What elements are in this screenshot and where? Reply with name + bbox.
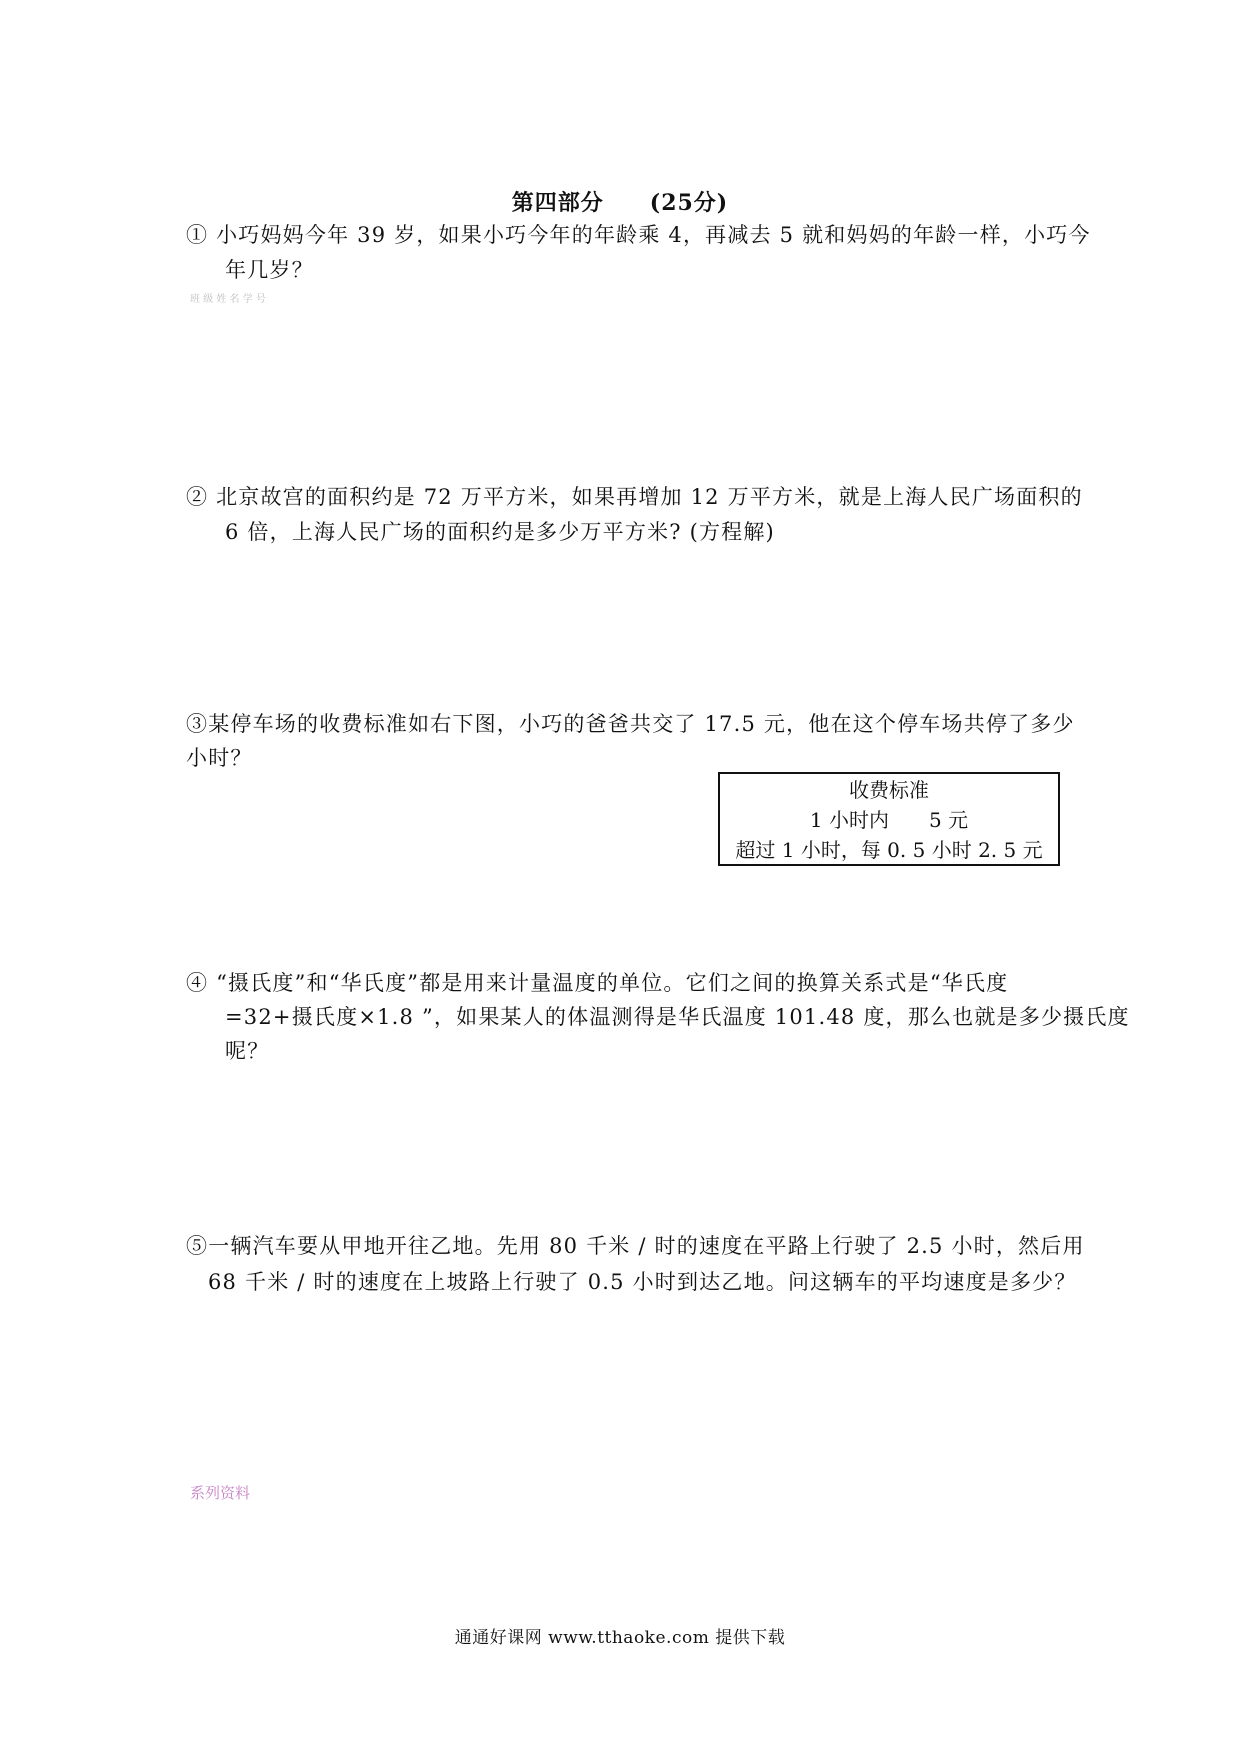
question-2-line-1: ② 北京故宫的面积约是 72 万平方米，如果再增加 12 万平方米，就是上海人民广场面积的 [186,485,1083,509]
fee-row-1-duration: 1 小时内 [809,808,889,832]
fee-table-row-1 [720,805,1058,835]
question-2-line-2: 6 倍，上海人民广场的面积约是多少万平方米? (方程解) [225,520,775,544]
section-title-text: 第四部分 [511,190,604,216]
section-score: (25分) [649,190,729,216]
section-title [0,186,1240,217]
question-3-line-1: ③某停车场的收费标准如右下图，小巧的爸爸共交了 17.5 元，他在这个停车场共停了多少 [186,712,1075,736]
question-4-line-2: =32+摄氏度×1.8 ”，如果某人的体温测得是华氏温度 101.48 度，那么也就是多少摄氏度 [225,1005,1130,1029]
question-4-line-3: 呢？ [225,1039,270,1063]
question-3-line-2: 小时？ [186,746,253,770]
question-1-line-2: 年几岁？ [225,258,314,282]
question-5-line-2: 68 千米 / 时的速度在上坡路上行驶了 0.5 小时到达乙地。问这辆车的平均速度是多少？ [208,1270,1077,1294]
series-tag: 系列资料 [190,1484,251,1502]
fee-standard-table [718,772,1060,866]
question-1-line-1: ① 小巧妈妈今年 39 岁，如果小巧今年的年龄乘 4，再减去 5 就和妈妈的年龄一样，小巧今 [186,223,1091,247]
page-footer: 通通好课网 www.tthaoke.com 提供下载 [454,1628,786,1648]
fee-table-title: 收费标准 [849,778,929,802]
fee-table-row-2: 超过 1 小时，每 0. 5 小时 2. 5 元 [735,838,1043,862]
question-5-line-1: ⑤一辆汽车要从甲地开往乙地。先用 80 千米 / 时的速度在平路上行驶了 2.5 小时，然后用 [186,1234,1085,1258]
faint-watermark-note: 班 级 姓 名 学 号 [190,294,266,305]
question-4-line-1: ④ “摄氏度”和“华氏度”都是用来计量温度的单位。它们之间的换算关系式是“华氏度 [186,971,1009,995]
fee-row-1-price: 5 元 [929,808,969,832]
